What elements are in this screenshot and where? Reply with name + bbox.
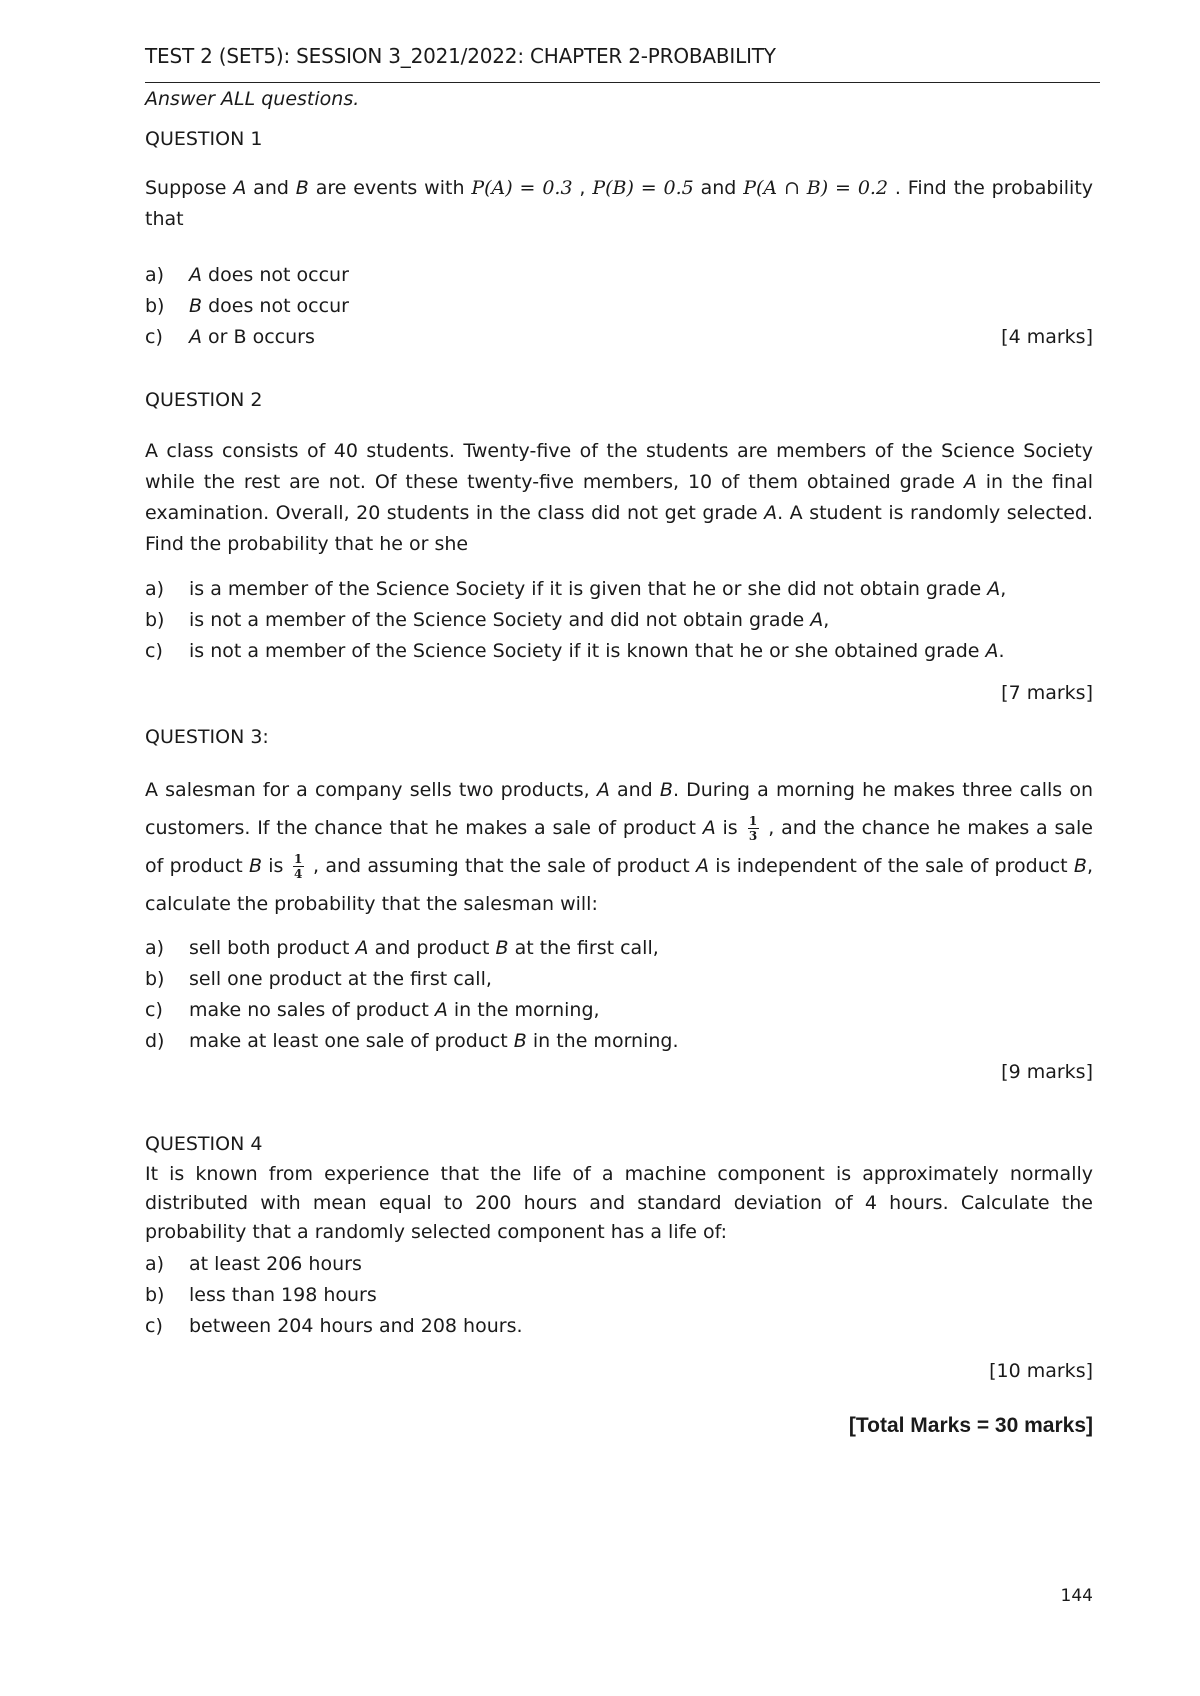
question-1-heading: QUESTION 1 bbox=[145, 128, 263, 150]
equation-pb: P(B) = 0.5 bbox=[592, 177, 694, 199]
question-3-item-d: d) make at least one sale of product B in the morning. bbox=[145, 1030, 679, 1052]
question-3-item-a: a) sell both product A and product B at the first call, bbox=[145, 937, 659, 959]
question-2-item-a: a) is a member of the Science Society if it is given that he or she did not obtain grade A, bbox=[145, 578, 1007, 600]
question-4-heading: QUESTION 4 bbox=[145, 1133, 263, 1155]
question-3-item-b: b) sell one product at the first call, bbox=[145, 968, 492, 990]
page-title: TEST 2 (SET5): SESSION 3_2021/2022: CHAPTER 2-PROBABILITY bbox=[145, 44, 776, 68]
header-divider bbox=[145, 82, 1100, 83]
question-1-text: Suppose A and B are events with P(A) = 0.3 , P(B) = 0.5 and P(A ∩ B) = 0.2 . Find the probability that bbox=[145, 177, 1094, 230]
page-number: 144 bbox=[1060, 1586, 1093, 1606]
question-1-item-a: a) A does not occur bbox=[145, 264, 349, 286]
question-3-text: A salesman for a company sells two products, A and B. During a morning he makes three calls on customers. If the chance that he makes a sale of product A is $\frac{1}{3}$ , and the chance he makes a sale of product B is $\frac{1}{4}$ , and assuming that the sale of product A is independent of the sale of product B, calculate the probability that the salesman will: bbox=[145, 779, 1094, 915]
question-4-item-b: b) less than 198 hours bbox=[145, 1284, 377, 1306]
question-1-item-c: c) A or B occurs bbox=[145, 326, 315, 348]
question-1-marks: [4 marks] bbox=[1001, 326, 1093, 348]
question-1-item-b: b) B does not occur bbox=[145, 295, 349, 317]
question-2-text: A class consists of 40 students. Twenty-five of the students are members of the Science Society while the rest are not. Of these twenty-five members, 10 of them obtained grade A in the final examination. Overall, 20 students in the class did not get grade A. A student is randomly selected. Find the probability that he or she bbox=[145, 440, 1094, 555]
question-4-item-a: a) at least 206 hours bbox=[145, 1253, 362, 1275]
question-3-item-c: c) make no sales of product A in the morning, bbox=[145, 999, 600, 1021]
question-2-marks: [7 marks] bbox=[1001, 682, 1093, 704]
instructions: Answer ALL questions. bbox=[145, 88, 360, 110]
question-4-item-c: c) between 204 hours and 208 hours. bbox=[145, 1315, 523, 1337]
question-4-text: It is known from experience that the life of a machine component is approximately normally distributed with mean equal to 200 hours and standard deviation of 4 hours. Calculate the probability that a randomly selected component has a life of: bbox=[145, 1163, 1093, 1243]
total-marks: [Total Marks = 30 marks] bbox=[848, 1414, 1093, 1437]
question-3-marks: [9 marks] bbox=[1001, 1061, 1093, 1083]
equation-pab: P(A ∩ B) = 0.2 bbox=[743, 177, 889, 199]
fraction-one-third: $\frac{1}{3}$ bbox=[748, 814, 758, 843]
question-4-marks: [10 marks] bbox=[989, 1360, 1093, 1382]
question-2-heading: QUESTION 2 bbox=[145, 389, 263, 411]
question-2-item-c: c) is not a member of the Science Society if it is known that he or she obtained grade A. bbox=[145, 640, 1005, 662]
equation-pa: P(A) = 0.3 bbox=[471, 177, 573, 199]
question-3-heading: QUESTION 3: bbox=[145, 726, 269, 748]
fraction-one-quarter: $\frac{1}{4}$ bbox=[294, 852, 303, 881]
question-2-item-b: b) is not a member of the Science Society and did not obtain grade A, bbox=[145, 609, 830, 631]
